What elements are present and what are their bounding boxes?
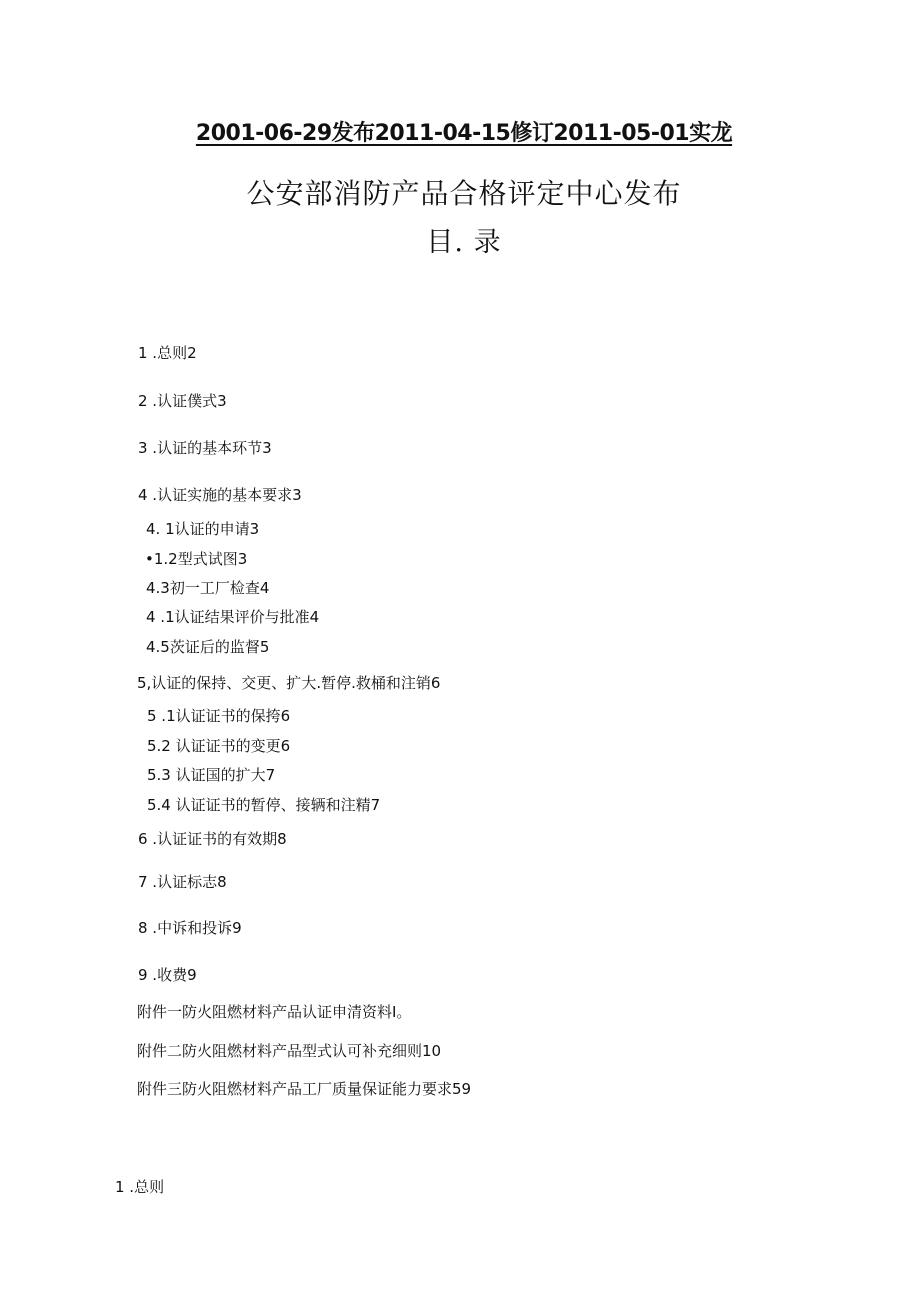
toc-entry[interactable]: 7 .认证标志8 [138,873,227,891]
toc-entry[interactable]: 5.4 认证证书的暂停、接辆和注精7 [147,796,381,814]
toc-entry[interactable]: 6 .认证证书的有效期8 [138,830,287,848]
section-heading: 1 .总则 [115,1178,165,1196]
toc-entry[interactable]: 3 .认证的基本环节3 [138,439,272,457]
dates-line: 2001-06-29发布2011-04-15修订2011-05-01实龙 [195,121,733,146]
toc-entry[interactable]: 5,认证的保持、交更、扩大.暂停.救桶和注销6 [137,674,441,692]
toc-entry[interactable]: 4 .1认证结果评价与批准4 [146,608,320,626]
toc-entry[interactable]: 附件二防火阻燃材料产品型式认可补充细则10 [137,1042,442,1060]
toc-entry[interactable]: 4.5茨证后的监督5 [146,638,270,656]
toc-entry[interactable]: 5.2 认证证书的变更6 [147,737,291,755]
toc-entry[interactable]: 8 .中诉和投诉9 [138,919,242,937]
toc-entry[interactable]: 9 .收费9 [138,966,197,984]
toc-entry[interactable]: 附件一防火阻燃材料产品认证申清资料I。 [137,1003,412,1021]
toc-entry[interactable]: 4 .认证实施的基本要求3 [138,486,302,504]
toc-entry[interactable]: 5.3 认证国的扩大7 [147,766,276,784]
toc-entry[interactable]: 1 .总则2 [138,344,197,362]
toc-entry[interactable]: 4.3初一工厂检查4 [146,579,270,597]
toc-entry[interactable]: 4. 1认证的申请3 [146,520,260,538]
publisher-line: 公安部消防产品合格评定中心发布 [246,177,682,210]
toc-entry[interactable]: 2 .认证僕式3 [138,392,227,410]
toc-entry[interactable]: •1.2型式试图3 [145,550,248,568]
toc-entry[interactable]: 5 .1认证证书的保挎6 [147,707,291,725]
toc-title: 目. 录 [426,227,502,258]
toc-entry[interactable]: 附件三防火阻燃材料产品工厂质量保证能力要求59 [137,1080,472,1098]
